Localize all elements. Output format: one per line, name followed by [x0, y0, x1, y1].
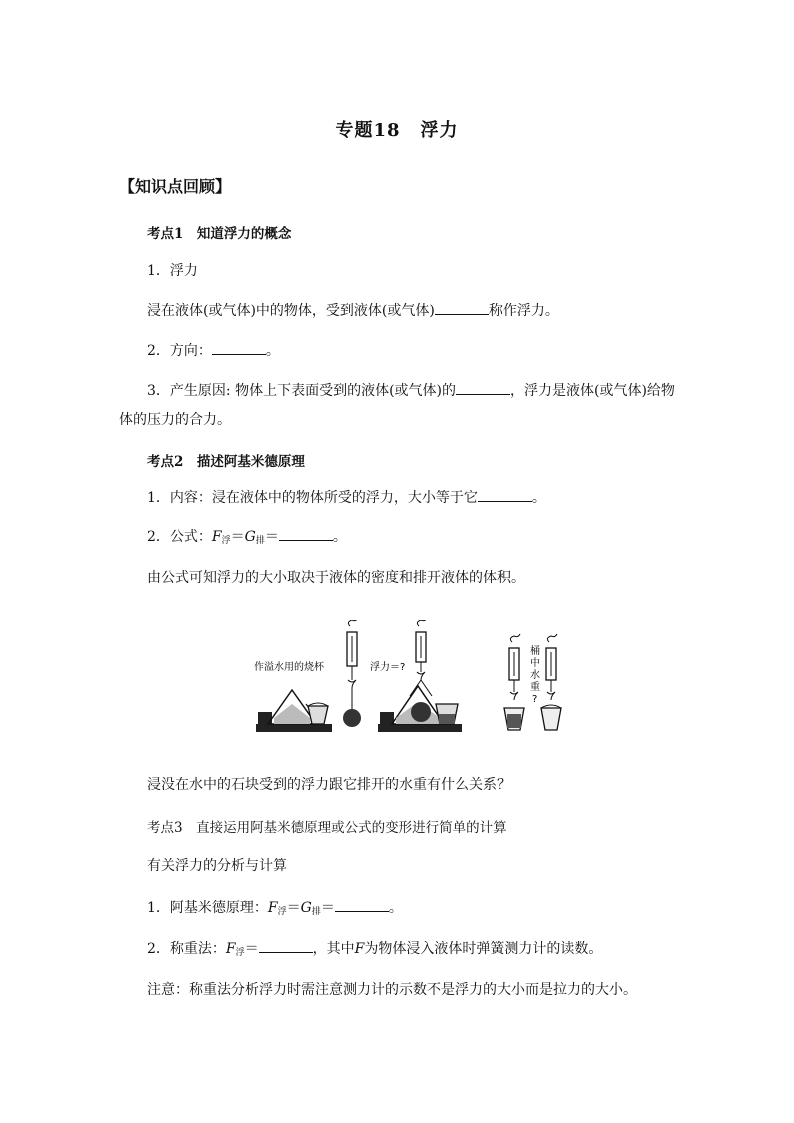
label-bucket-2: 水: [530, 670, 540, 681]
kp3-item1-b: 。: [388, 900, 403, 916]
sub-fu: 浮: [221, 536, 231, 546]
label-beaker: 作溢水用的烧杯: [254, 662, 324, 673]
equals: ＝: [264, 529, 279, 545]
kp1-item1-text-b: 称作浮力。: [488, 303, 559, 319]
fill-blank: [435, 302, 489, 315]
kp2-item1: [147, 489, 546, 507]
question: 浸没在水中的石块受到的浮力跟它排开的水重有什么关系？: [147, 777, 511, 793]
sub-fu: 浮: [235, 948, 245, 958]
label-bucket-4: ?: [532, 694, 538, 705]
kp3-item1: [147, 899, 403, 921]
var-f: F: [354, 941, 365, 957]
kp3-item2-b: ，其中: [312, 941, 355, 957]
label-buoyancy: 浮力＝?: [370, 662, 406, 673]
var-f: F: [225, 941, 236, 957]
kp2-note: 由公式可知浮力的大小取决于液体的密度和排开液体的体积。: [147, 570, 525, 586]
kp2-item1-b: 。: [531, 490, 546, 506]
label-bucket-0: 桶: [530, 646, 540, 657]
sub-pai: 排: [311, 907, 321, 917]
equals: ＝: [244, 941, 259, 957]
kp1-item2-b: 。: [265, 343, 280, 359]
kp2-item2-a: 2．公式：: [147, 529, 212, 545]
kp1-item1-text-a: 浸在液体(或气体)中的物体，受到液体(或气体): [147, 303, 435, 319]
label-bucket-1: 中: [530, 658, 540, 669]
fill-blank: [456, 382, 510, 395]
page-title: [0, 116, 794, 142]
fill-blank: [212, 342, 266, 355]
kp3-sub-heading: 有关浮力的分析与计算: [147, 858, 287, 874]
section-heading: 【知识点回顾】: [119, 177, 232, 196]
kp3-item2-a: 2．称重法：: [147, 941, 226, 957]
fill-blank: [478, 489, 532, 502]
kp1-item3-a: 3．产生原因: 物体上下表面受到的液体(或气体)的: [147, 383, 456, 399]
kp3-heading: 考点3 直接运用阿基米德原理或公式的变形进行简单的计算: [147, 820, 507, 836]
fill-blank: [279, 528, 333, 541]
equals: ＝: [230, 529, 245, 545]
kp1-item3: [147, 382, 675, 400]
kp1-item2-a: 2．方向：: [147, 343, 212, 359]
kp2-item1-a: 1．内容：浸在液体中的物体所受的浮力，大小等于它: [147, 490, 478, 506]
experiment-figure: [250, 620, 580, 740]
var-f: F: [211, 529, 222, 545]
kp1-item1-text: [147, 302, 559, 320]
fill-blank: [259, 940, 313, 953]
kp1-item2: [147, 342, 280, 360]
label-bucket-3: 重: [530, 682, 540, 693]
kp1-item3-b: ，浮力是液体(或气体)给物: [510, 383, 675, 399]
kp1-item1-label: 1．浮力: [147, 263, 198, 279]
kp2-heading: 考点2 描述阿基米德原理: [147, 454, 305, 470]
var-g: G: [244, 529, 256, 545]
fill-blank: [335, 899, 389, 912]
kp2-item2-b: 。: [332, 529, 347, 545]
kp3-item2: [147, 940, 602, 962]
var-f: F: [267, 900, 278, 916]
archimedes-experiment-illustration: [250, 620, 580, 740]
sub-pai: 排: [255, 536, 265, 546]
var-g: G: [300, 900, 312, 916]
sub-fu: 浮: [277, 907, 287, 917]
kp2-item2: [147, 528, 347, 550]
equals: ＝: [320, 900, 335, 916]
title-sub: 浮力: [420, 120, 459, 141]
kp1-item3-cont: 体的压力的合力。: [119, 412, 231, 428]
kp3-item1-a: 1．阿基米德原理：: [147, 900, 268, 916]
kp3-item2-c: 为物体浸入液体时弹簧测力计的读数。: [364, 941, 603, 957]
kp1-heading: 考点1 知道浮力的概念: [147, 226, 292, 242]
kp3-note: 注意：称重法分析浮力时需注意测力计的示数不是浮力的大小而是拉力的大小。: [147, 982, 637, 998]
title-main: 专题18: [335, 120, 401, 141]
equals: ＝: [286, 900, 301, 916]
